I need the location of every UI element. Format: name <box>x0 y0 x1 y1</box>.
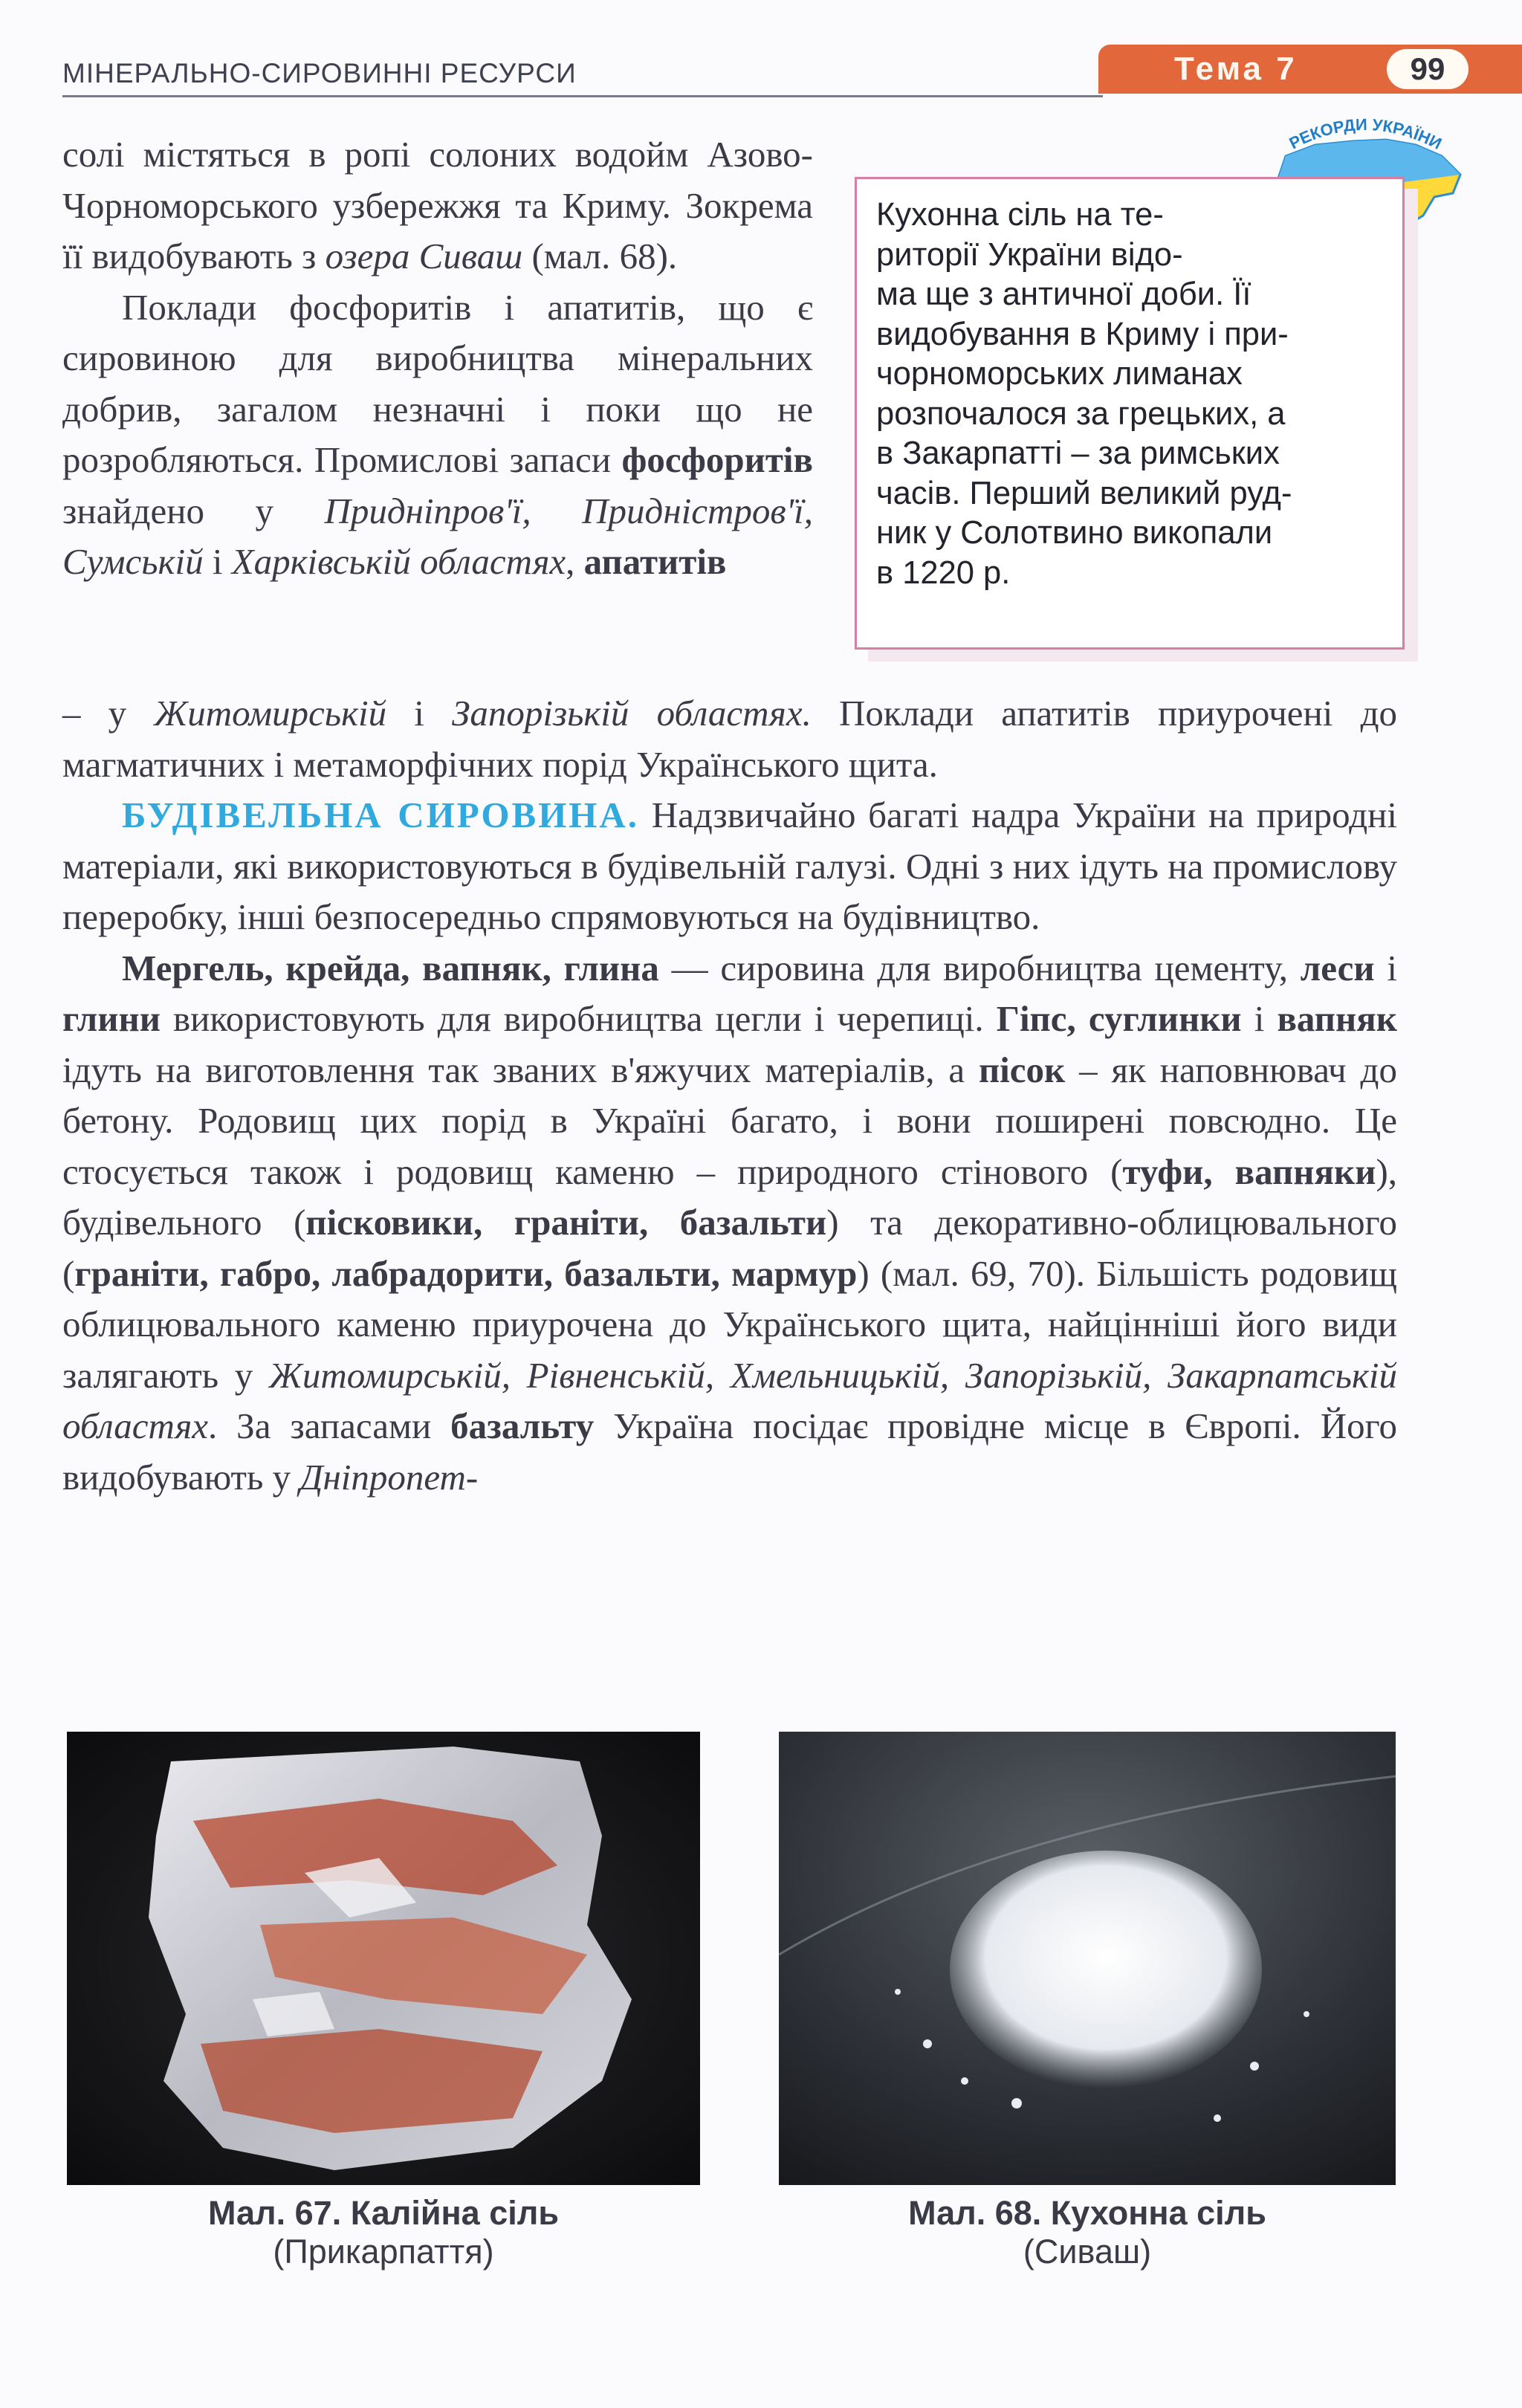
narrow-text-column <box>62 129 813 588</box>
callout-line: в Закарпатті – за римських <box>876 436 1280 471</box>
callout-line: в 1220 р. <box>876 554 1011 591</box>
caption-title: Мал. 67. Калійна сіль <box>208 2194 559 2232</box>
callout-line: розпочалося за грецьких, а <box>876 395 1286 432</box>
callout-line: чорноморських лиманах <box>876 356 1243 392</box>
callout-line: видобування в Криму і при- <box>876 316 1289 352</box>
topic-label: Тема 7 <box>1174 51 1298 87</box>
paragraph-phosphorites: Поклади фосфоритів і апатитів, що є сировиною для виробництва мінеральних добрив, загалом незначні і поки що не розробляються. Промислові запаси фосфоритів знайдено у Придніпров'ї, Придністров'ї, Сумській і Харківській областях, апатитів <box>62 286 814 582</box>
badge-label: РЕКОРДИ УКРАЇНИ <box>1286 114 1445 153</box>
paragraph-apatites: – у Житомирській і Запорізькій областях. Поклади апатитів приурочені до магматичних і метаморфічних порід Українського щита. <box>62 693 1397 785</box>
caption-subtitle: (Сиваш) <box>1023 2233 1152 2271</box>
caption-title: Мал. 68. Кухонна сіль <box>908 2194 1266 2232</box>
table-salt-photo <box>779 1732 1396 2185</box>
caption-subtitle: (Прикарпаття) <box>273 2233 494 2271</box>
paragraph-raw-materials: Мергель, крейда, вапняк, глина — сировина для виробництва цементу, леси і глини використовують для виробництва цегли і черепиці. Гіпс, суглинки і вапняк ідуть на виготовлення так званих в'яжучих матеріалів, а пісок – як наповнювач до бетону. Родовищ цих порід в Україні багато, і вони поширені повсюдно. Це стосується також і родовищ каменю – природного стінового (туфи, вапняки), будівельного (пісковики, граніти, базальти) та декоративно-облицювального (граніти, габро, лабрадорити, базальти, мармур) (мал. 69, 70). Більшість родовищ облицювального каменю приурочена до Українського щита, найцінніші його види залягають у Житомирській, Рівненській, Хмельницькій, Запорізькій, Закарпатській областях. За запасами базальту Україна посідає провідне місце в Європі. Його видобувають у Дніпропет- <box>62 947 1398 1498</box>
callout-line: часів. Перший великий руд- <box>876 475 1292 511</box>
header-rule <box>62 95 1103 97</box>
wide-text-continuation <box>62 688 1397 1503</box>
page-number: 99 <box>1387 49 1468 89</box>
potassium-salt-photo <box>67 1732 700 2185</box>
section-heading: БУДІВЕЛЬНА СИРОВИНА. <box>122 794 640 835</box>
callout-line: ник у Солотвино викопали <box>876 515 1273 551</box>
callout-line: ма ще з античної доби. Її <box>876 276 1251 312</box>
paragraph-salt: солі містяться в ропі солоних водойм Азово-Чорноморського узбережжя та Криму. Зокрема її видобувають з озера Сиваш (мал. 68). <box>62 134 813 276</box>
callout-line: Кухонна сіль на те- <box>876 197 1164 233</box>
section-title: МІНЕРАЛЬНО-СИРОВИННІ РЕСУРСИ <box>62 58 577 88</box>
figure-67-caption <box>67 2194 700 2271</box>
salt-history-callout <box>855 177 1405 650</box>
figure-68-caption <box>779 2194 1396 2271</box>
callout-line: риторії України відо- <box>876 236 1183 273</box>
paragraph-building-materials: БУДІВЕЛЬНА СИРОВИНА. Надзвичайно багаті надра України на природні матеріали, які використовуються в будівельній галузі. Одні з них ідуть на промислову переробку, інші безпосередньо спрямовуються на будівництво. <box>62 794 1397 937</box>
